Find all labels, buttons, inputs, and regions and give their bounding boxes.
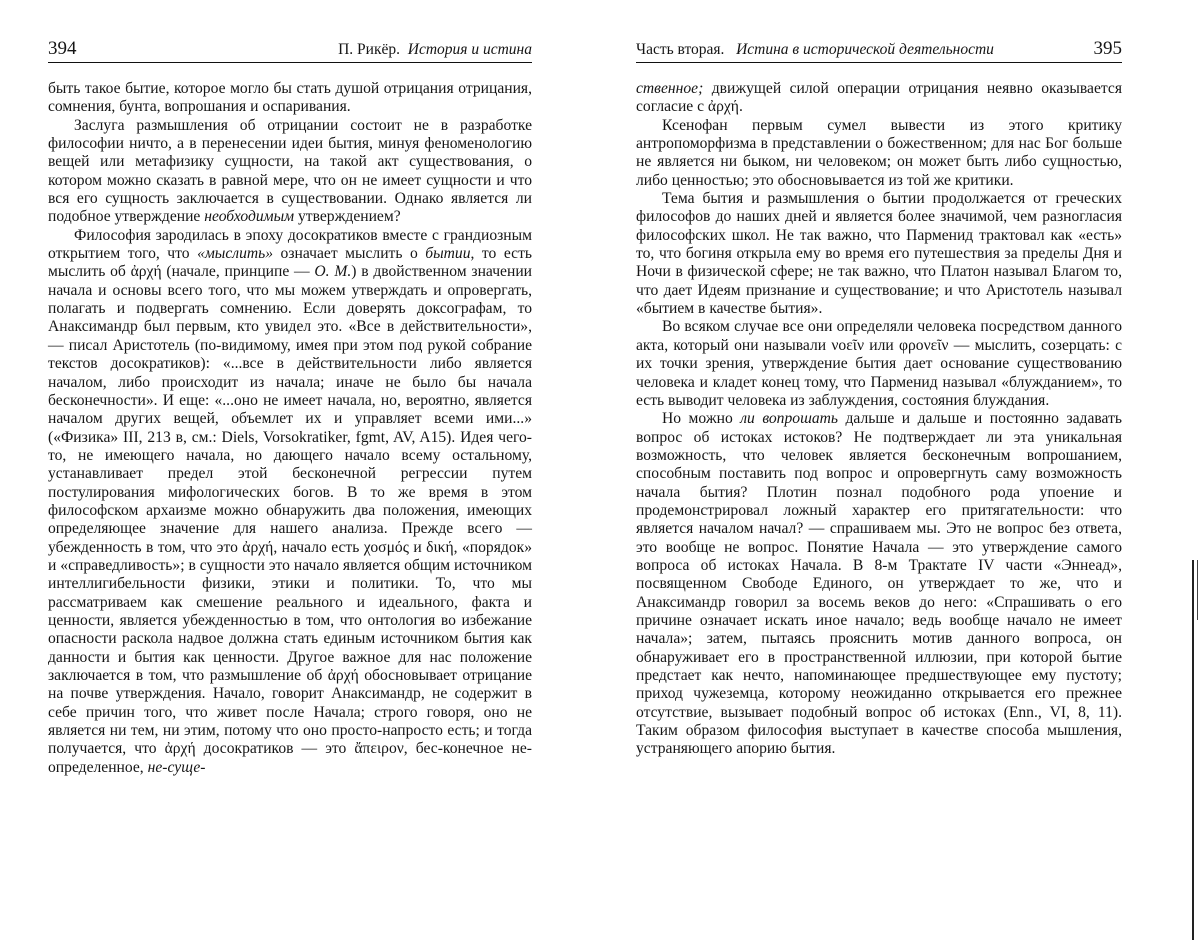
right-page (636, 0, 1122, 952)
text-segment: означает мыслить о (273, 245, 426, 263)
running-head-part: Часть вторая. (636, 41, 725, 58)
italic-text-segment: «мыслить» (197, 245, 274, 263)
right-page-number: 395 (1093, 38, 1122, 59)
text-segment: ) в двойственном значении начала и основы всего того, что мы можем утверждать и опровергать, полагать и подвергать сомнению. Если доверять доксографам, то Анаксимандр был первым, кто увидел это. «Все в действительности», — писал Аристотель (по-видимому, имея при этом под рукой собрание текстов досократиков): «...все в действительности либо является началом, либо происходит из начала; иначе не было бы начала бесконечности». И еще: «...оно не имеет начала, но, вероятно, является началом других вещей, объемлет их и управляет всеми ими...» («Физика» III, 213 в, см.: Diels, Vorsokratiker, fgmt, AV, A15). Идея чего-то, не имеющего начала, но дающего начало всему остальному, устанавливает предел этой бесконечной регрессии путем постулирования мифологических богов. В то же время в этом философском архаизме можно обнаружить два положения, имеющих определяющее значение для нашего анализа. Прежде всего — убежденность в том, что это ἀρχή, начало есть χοσμός и δική, «порядок» и «справедливость»; в сущности это начало является общим источником интеллигибельности физики, этики и политики. То, что мы рассматриваем как смешение реального и идеального, факта и ценности, является убежденностью в том, что онтология во избежание опасности раскола надвое должна стать единым источником бытия как данности и бытия как ценности. Другое важное для нас положение заключается в том, что размышление об ἀρχή обосновывает отрицание на почве утверждения. Начало, говорит Анаксимандр, не содержит в себе причин того, что живет после Начала; строго говоря, оно не является ни тем, ни этим, потому что оно просто-напросто есть; и тогда получается, что ἀρχή досократиков — это ἄπειρον, бес-конечное не-определенное, (48, 263, 533, 776)
left-page-body (48, 80, 532, 777)
paragraph (48, 117, 532, 227)
running-head-chapter-title: Истина в исторической деятельности (736, 41, 994, 58)
text-segment: Заслуга размышления об отрицании состоит не в разработке философии ничто, а в перенесении идеи бытия, минуя феноменологию вещей или метафизику сущности, на такой акт существования, о котором можно сказать в равной мере, что он не имеет сущности и что вся его сущность заключается в существовании. Однако является ли подобное утверждение (48, 116, 532, 226)
text-segment: дальше и дальше и постоянно задавать вопрос об истоках истоков? Не подтверждает ли эта уникальная возможность, что человек является бесконечным вопрошанием, способным поставить под вопрос и опровергнуть саму возможность начала бытия? Плотин познал подобного рода упоение и продемонстрировал ложный характер его притягательности: что является началом начал? — спрашиваем мы. Это не вопрос без ответа, это вообще не вопрос. Понятие Начала — это утверждение самого вопроса об истоках Начала. В 8-м Трактате IV части «Эннеад», посвященном Свободе Единого, он утверждает то же, что и Анаксимандр говорил за восемь веков до него: «Спрашивать о его причине означает искать иное начало; ведь вообще начало не имеет начала»; затем, пытаясь прояснить мотив данного вопроса, он обнаруживает его в пространственной иллюзии, при которой бытие предстает как нечто, напоминающее предшествующее ему пустоту; приход чужеземца, которому неожиданно открывается его прежнее отсутствие, вызывает подобный вопрос об истоках (Enn., VI, 8, 11). Таким образом философия выступает в качестве способа мышления, устраняющего апорию бытия. (636, 410, 1122, 758)
running-head-book-title: История и истина (407, 41, 532, 58)
text-segment: Но можно (662, 410, 741, 428)
italic-text-segment: не-суще- (147, 758, 206, 776)
text-segment: быть такое бытие, которое могло бы стать душой отрицания отрицания, сомнения, бунта, вопрошания и оспаривания. (48, 80, 532, 116)
text-segment: Во всяком случае все они определяли человека посредством данного акта, который они называли νοεῖν или φρονεῖν — мыслить, созерцать: с их точки зрения, утверждение бытия дает основание существованию человека и кладет конец тому, что Парменид называл «блужданием», то есть выводит человека из заблуждения, состояния блуждания. (636, 318, 1122, 409)
left-page-header (48, 38, 532, 63)
right-page-body (636, 80, 1122, 759)
right-page-header (636, 38, 1122, 63)
paragraph (636, 117, 1122, 190)
italic-text-segment: ли вопрошать (740, 410, 838, 428)
paragraph (636, 190, 1122, 318)
left-page (48, 0, 532, 952)
text-segment: движущей силой операции отрицания неявно оказывается согласие с ἀρχή. (636, 80, 1122, 116)
book-spine-edge (1192, 560, 1194, 940)
paragraph (636, 410, 1122, 759)
book-spine-edge-mark (1197, 560, 1198, 620)
left-running-head (338, 41, 532, 59)
paragraph (636, 80, 1122, 117)
text-segment: Ксенофан первым сумел вывести из этого критику антропоморфизма в представлении о божественном; для нас Бог больше не является ни быком, ни человеком; он может быть либо сущностью, либо ценностью; это обосновывается из той же критики. (636, 116, 1122, 189)
paragraph (48, 80, 532, 117)
left-page-number: 394 (48, 38, 77, 59)
italic-text-segment: необходимым (204, 208, 295, 226)
running-head-author: П. Рикёр. (338, 41, 400, 58)
text-segment: , то есть мыслить об ἀρχή (начале, принципе — (48, 245, 532, 281)
text-segment: Философия зародилась в эпоху досократиков вместе с грандиозным открытием того, что (48, 226, 532, 263)
italic-text-segment: ственное; (636, 80, 704, 97)
text-segment: утверждением? (294, 208, 401, 226)
right-running-head (636, 41, 994, 59)
italic-text-segment: бытии (425, 245, 471, 263)
paragraph (48, 227, 532, 777)
text-segment: Тема бытия и размышления о бытии продолжается от греческих философов до наших дней и является более значимой, чем разногласия философских школ. Не так важно, что Парменид трактовал как «есть» то, что богиня открыла ему во время его путешествия за пределы Дня и Ночи в физической сфере; не так важно, что Платон называл Благом то, что дает Идеям признание и существование; и что Аристотель называл «бытием в качестве бытия». (636, 190, 1122, 318)
italic-text-segment: О. М. (314, 263, 352, 281)
paragraph (636, 318, 1122, 410)
